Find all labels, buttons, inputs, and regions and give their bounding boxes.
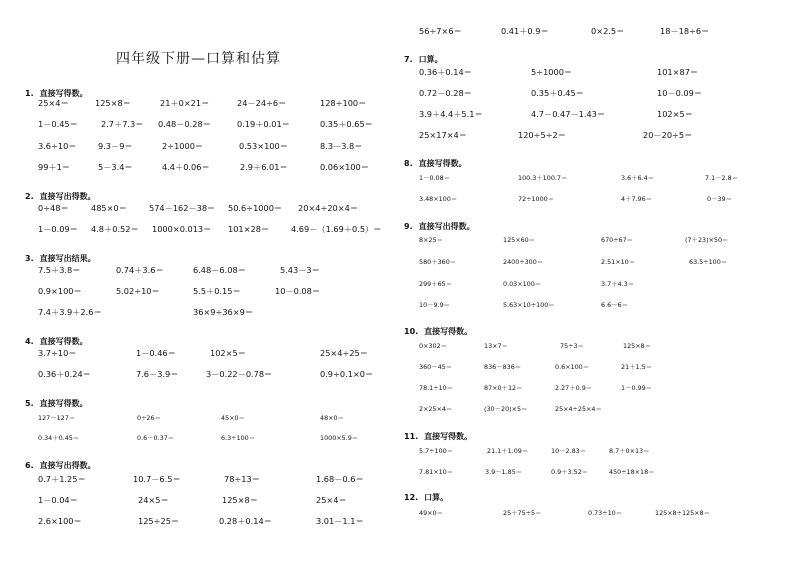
exercise-problem: 8×25＝ (419, 236, 443, 244)
exercise-problem: 2.9＋6.01＝ (240, 162, 288, 172)
section-number: 4. (25, 337, 34, 346)
exercise-problem: 0.6－0.37＝ (137, 434, 175, 442)
exercise-problem: 10－0.08＝ (275, 286, 321, 296)
exercise-problem: 0×302＝ (419, 342, 448, 350)
exercise-problem: 63.5÷100＝ (689, 258, 728, 266)
exercise-problem: 18－18÷6＝ (660, 26, 710, 36)
exercise-problem: 78.1÷10＝ (419, 384, 454, 392)
exercise-problem: 0.9÷0.1×0＝ (320, 369, 374, 379)
exercise-problem: 1－0.46＝ (136, 348, 176, 358)
exercise-problem: 6.48－6.08＝ (193, 265, 246, 275)
section-heading (25, 191, 96, 202)
exercise-problem: 3.01－1.1＝ (316, 516, 364, 526)
exercise-problem: 127－127＝ (38, 414, 76, 422)
section-heading (404, 492, 448, 503)
exercise-problem: 100.3＋100.7＝ (518, 174, 568, 182)
exercise-problem: 574－162－38＝ (149, 203, 216, 213)
exercise-problem: 3.6÷10＝ (38, 141, 77, 151)
exercise-problem: 125×8＝ (222, 495, 258, 505)
exercise-problem: 45×0＝ (221, 414, 245, 422)
section-instruction: 直接写出得数。 (418, 222, 475, 231)
section-heading (404, 221, 475, 232)
section-number: 3. (25, 254, 34, 263)
exercise-problem: 0.35＋0.45＝ (531, 88, 584, 98)
exercise-problem: 299＋65＝ (419, 280, 453, 288)
exercise-problem: 7.81×10＝ (419, 468, 454, 476)
section-number: 10. (404, 327, 419, 336)
section-instruction: 直接写出得数。 (39, 192, 96, 201)
exercise-problem: 75÷3＝ (560, 342, 584, 350)
exercise-problem: 580＋360＝ (419, 258, 457, 266)
exercise-problem: 5.63×10÷100＝ (503, 301, 555, 309)
exercise-problem: 0.9＋3.52＝ (551, 468, 589, 476)
exercise-problem: 7.1－2.8＝ (705, 174, 739, 182)
exercise-problem: 2.51×10＝ (601, 258, 636, 266)
exercise-problem: 125÷25＝ (138, 516, 180, 526)
exercise-problem: 0－39＝ (707, 195, 732, 203)
section-number: 1. (25, 89, 34, 98)
exercise-problem: 72÷1000＝ (518, 195, 555, 203)
exercise-problem: 8.3－3.8＝ (320, 141, 363, 151)
exercise-problem: 0.48－0.28＝ (158, 119, 211, 129)
exercise-problem: 21＋1.5＝ (621, 363, 653, 371)
exercise-problem: 836－836＝ (484, 363, 522, 371)
exercise-problem: 56÷7×6＝ (419, 26, 462, 36)
exercise-problem: 1－0.04＝ (38, 495, 78, 505)
exercise-problem: 0×2.5＝ (591, 26, 625, 36)
exercise-problem: 99＋1＝ (38, 162, 71, 172)
exercise-problem: 0.35＋0.65＝ (320, 119, 373, 129)
section-instruction: 直接写得数。 (39, 337, 88, 346)
exercise-problem: 2÷1000＝ (162, 141, 204, 151)
exercise-problem: 0.36＋0.14＝ (419, 67, 472, 77)
exercise-problem: 1000×5.9＝ (320, 434, 359, 442)
section-number: 11. (404, 432, 419, 441)
exercise-problem: 101×28＝ (228, 224, 270, 234)
exercise-problem: 0.73÷10＝ (588, 509, 623, 517)
exercise-problem: 3.7÷10＝ (38, 348, 77, 358)
exercise-problem: 0.9×100＝ (38, 286, 82, 296)
exercise-problem: 4.69－（1.69＋0.5）＝ (291, 224, 382, 234)
exercise-problem: 102×5＝ (210, 348, 246, 358)
section-instruction: 口算。 (424, 493, 449, 502)
exercise-problem: 25×4＝ (316, 495, 347, 505)
exercise-problem: 7.4＋3.9＋2.6＝ (38, 307, 102, 317)
exercise-problem: 10.7－6.5＝ (133, 474, 181, 484)
exercise-problem: 21.1＋1.09＝ (487, 447, 529, 455)
exercise-problem: 0.41＋0.9＝ (501, 26, 549, 36)
exercise-problem: 1－0.08＝ (419, 174, 451, 182)
exercise-problem: 13×7＝ (484, 342, 508, 350)
exercise-problem: 1－0.45＝ (38, 119, 78, 129)
section-heading (25, 460, 96, 471)
exercise-problem: 25×4÷25×4＝ (555, 405, 602, 413)
exercise-problem: 5.43－3＝ (280, 265, 320, 275)
exercise-problem: (30－20)×5＝ (484, 405, 528, 413)
exercise-problem: 360－45＝ (419, 363, 453, 371)
exercise-problem: 2.7＋7.3＝ (101, 119, 144, 129)
exercise-problem: 10－0.09＝ (657, 88, 703, 98)
exercise-problem: 5.5＋0.15＝ (193, 286, 241, 296)
exercise-problem: 3.9－1.85＝ (485, 468, 523, 476)
exercise-problem: 125×8＝ (623, 342, 652, 350)
section-instruction: 直接写出结果。 (39, 254, 96, 263)
exercise-problem: 6.6－6＝ (601, 301, 629, 309)
exercise-problem: 4.8＋0.52＝ (91, 224, 139, 234)
section-number: 9. (404, 222, 413, 231)
exercise-problem: 5.02÷10＝ (116, 286, 160, 296)
exercise-problem: 1.68－0.6＝ (316, 474, 364, 484)
section-number: 2. (25, 192, 34, 201)
exercise-problem: 4＋7.96＝ (621, 195, 653, 203)
section-instruction: 口算。 (418, 55, 443, 64)
exercise-problem: 1－0.99＝ (621, 384, 653, 392)
exercise-problem: 24×5＝ (138, 495, 169, 505)
exercise-problem: 6.3÷100＝ (221, 434, 256, 442)
exercise-problem: 0.7＋1.25＝ (38, 474, 86, 484)
section-number: 12. (404, 493, 419, 502)
section-number: 7. (404, 55, 413, 64)
exercise-problem: 0.34＋0.45＝ (38, 434, 80, 442)
exercise-problem: 25×4＝ (38, 98, 69, 108)
section-heading (404, 158, 467, 169)
exercise-problem: 2×25×4＝ (419, 405, 453, 413)
section-number: 5. (25, 399, 34, 408)
exercise-problem: 2.6×100＝ (38, 516, 82, 526)
exercise-problem: 128÷100＝ (320, 98, 367, 108)
section-heading (404, 54, 443, 65)
exercise-problem: 5－3.4＝ (98, 162, 133, 172)
exercise-problem: 21＋0×21＝ (160, 98, 210, 108)
exercise-problem: 120÷5÷2＝ (518, 130, 566, 140)
exercise-problem: 0.74＋3.6＝ (116, 265, 164, 275)
exercise-problem: 2400÷300＝ (503, 258, 544, 266)
exercise-problem: 87×0＋12＝ (484, 384, 523, 392)
exercise-problem: 20×4÷20×4＝ (298, 203, 359, 213)
exercise-problem: 25×17×4＝ (419, 130, 467, 140)
exercise-problem: 0.53×100＝ (239, 141, 288, 151)
exercise-problem: 36×9÷36×9＝ (193, 307, 254, 317)
exercise-problem: 0.28＋0.14＝ (219, 516, 272, 526)
section-instruction: 直接写得数。 (39, 399, 88, 408)
exercise-problem: 0÷48＝ (38, 203, 69, 213)
exercise-problem: 125×60＝ (503, 236, 536, 244)
exercise-problem: 50.6÷1000＝ (228, 203, 283, 213)
section-instruction: 直接写出得数。 (39, 461, 96, 470)
exercise-problem: 102×5＝ (657, 109, 693, 119)
exercise-problem: 0.6×100＝ (555, 363, 590, 371)
section-instruction: 直接写得数。 (424, 327, 473, 336)
exercise-problem: 125×8＝ (95, 98, 131, 108)
exercise-problem: 10－2.83＝ (551, 447, 587, 455)
exercise-problem: 8.7＋0×13＝ (609, 447, 650, 455)
exercise-problem: 25×4÷25＝ (320, 348, 368, 358)
exercise-problem: 0÷26＝ (137, 414, 161, 422)
section-heading (404, 326, 472, 337)
exercise-problem: 0.19＋0.01＝ (237, 119, 290, 129)
exercise-problem: 3.7＋4.3＝ (601, 280, 635, 288)
exercise-problem: 78÷13＝ (224, 474, 260, 484)
exercise-problem: 10－9.9＝ (419, 301, 451, 309)
exercise-problem: 4.4＋0.06＝ (162, 162, 210, 172)
exercise-problem: 48×0＝ (320, 414, 344, 422)
section-heading (25, 253, 96, 264)
section-heading (25, 336, 88, 347)
exercise-problem: 485×0＝ (91, 203, 127, 213)
exercise-problem: 450÷18×18＝ (609, 468, 655, 476)
exercise-problem: 5.7÷100＝ (419, 447, 454, 455)
exercise-problem: 0.03×100＝ (503, 280, 542, 288)
exercise-problem: 49×0＝ (419, 509, 443, 517)
exercise-problem: 4.7－0.47－1.43＝ (531, 109, 606, 119)
section-heading (404, 431, 472, 442)
section-instruction: 直接写得数。 (418, 159, 467, 168)
exercise-problem: 3.9＋4.4＋5.1＝ (419, 109, 483, 119)
exercise-problem: 24－24÷6＝ (237, 98, 287, 108)
exercise-problem: (7＋23)×50＝ (685, 236, 729, 244)
exercise-problem: 0.36＋0.24＝ (38, 369, 91, 379)
page-title: 四年级下册—口算和估算 (116, 51, 281, 67)
exercise-problem: 0.72－0.28＝ (419, 88, 472, 98)
exercise-problem: 2.27＋0.9＝ (555, 384, 593, 392)
exercise-problem: 1000×0.013＝ (152, 224, 212, 234)
exercise-problem: 20－20÷5＝ (643, 130, 693, 140)
exercise-problem: 9.3－9＝ (98, 141, 133, 151)
exercise-problem: 670÷67＝ (601, 236, 634, 244)
exercise-problem: 3－0.22－0.78＝ (206, 369, 273, 379)
exercise-problem: 7.5＋3.8＝ (38, 265, 81, 275)
exercise-problem: 101×87＝ (657, 67, 699, 77)
exercise-problem: 25＋75÷5＝ (503, 509, 542, 517)
section-heading (25, 398, 88, 409)
section-instruction: 直接写得数。 (39, 89, 88, 98)
exercise-problem: 1－0.09＝ (38, 224, 78, 234)
exercise-problem: 3.48×100＝ (419, 195, 458, 203)
exercise-problem: 5÷1000＝ (531, 67, 573, 77)
exercise-problem: 7.6－3.9＝ (136, 369, 179, 379)
section-number: 8. (404, 159, 413, 168)
section-instruction: 直接写得数。 (424, 432, 473, 441)
section-number: 6. (25, 461, 34, 470)
exercise-problem: 0.06×100＝ (320, 162, 369, 172)
exercise-problem: 3.6＋6.4＝ (621, 174, 655, 182)
exercise-problem: 125×8÷125×8＝ (655, 509, 710, 517)
